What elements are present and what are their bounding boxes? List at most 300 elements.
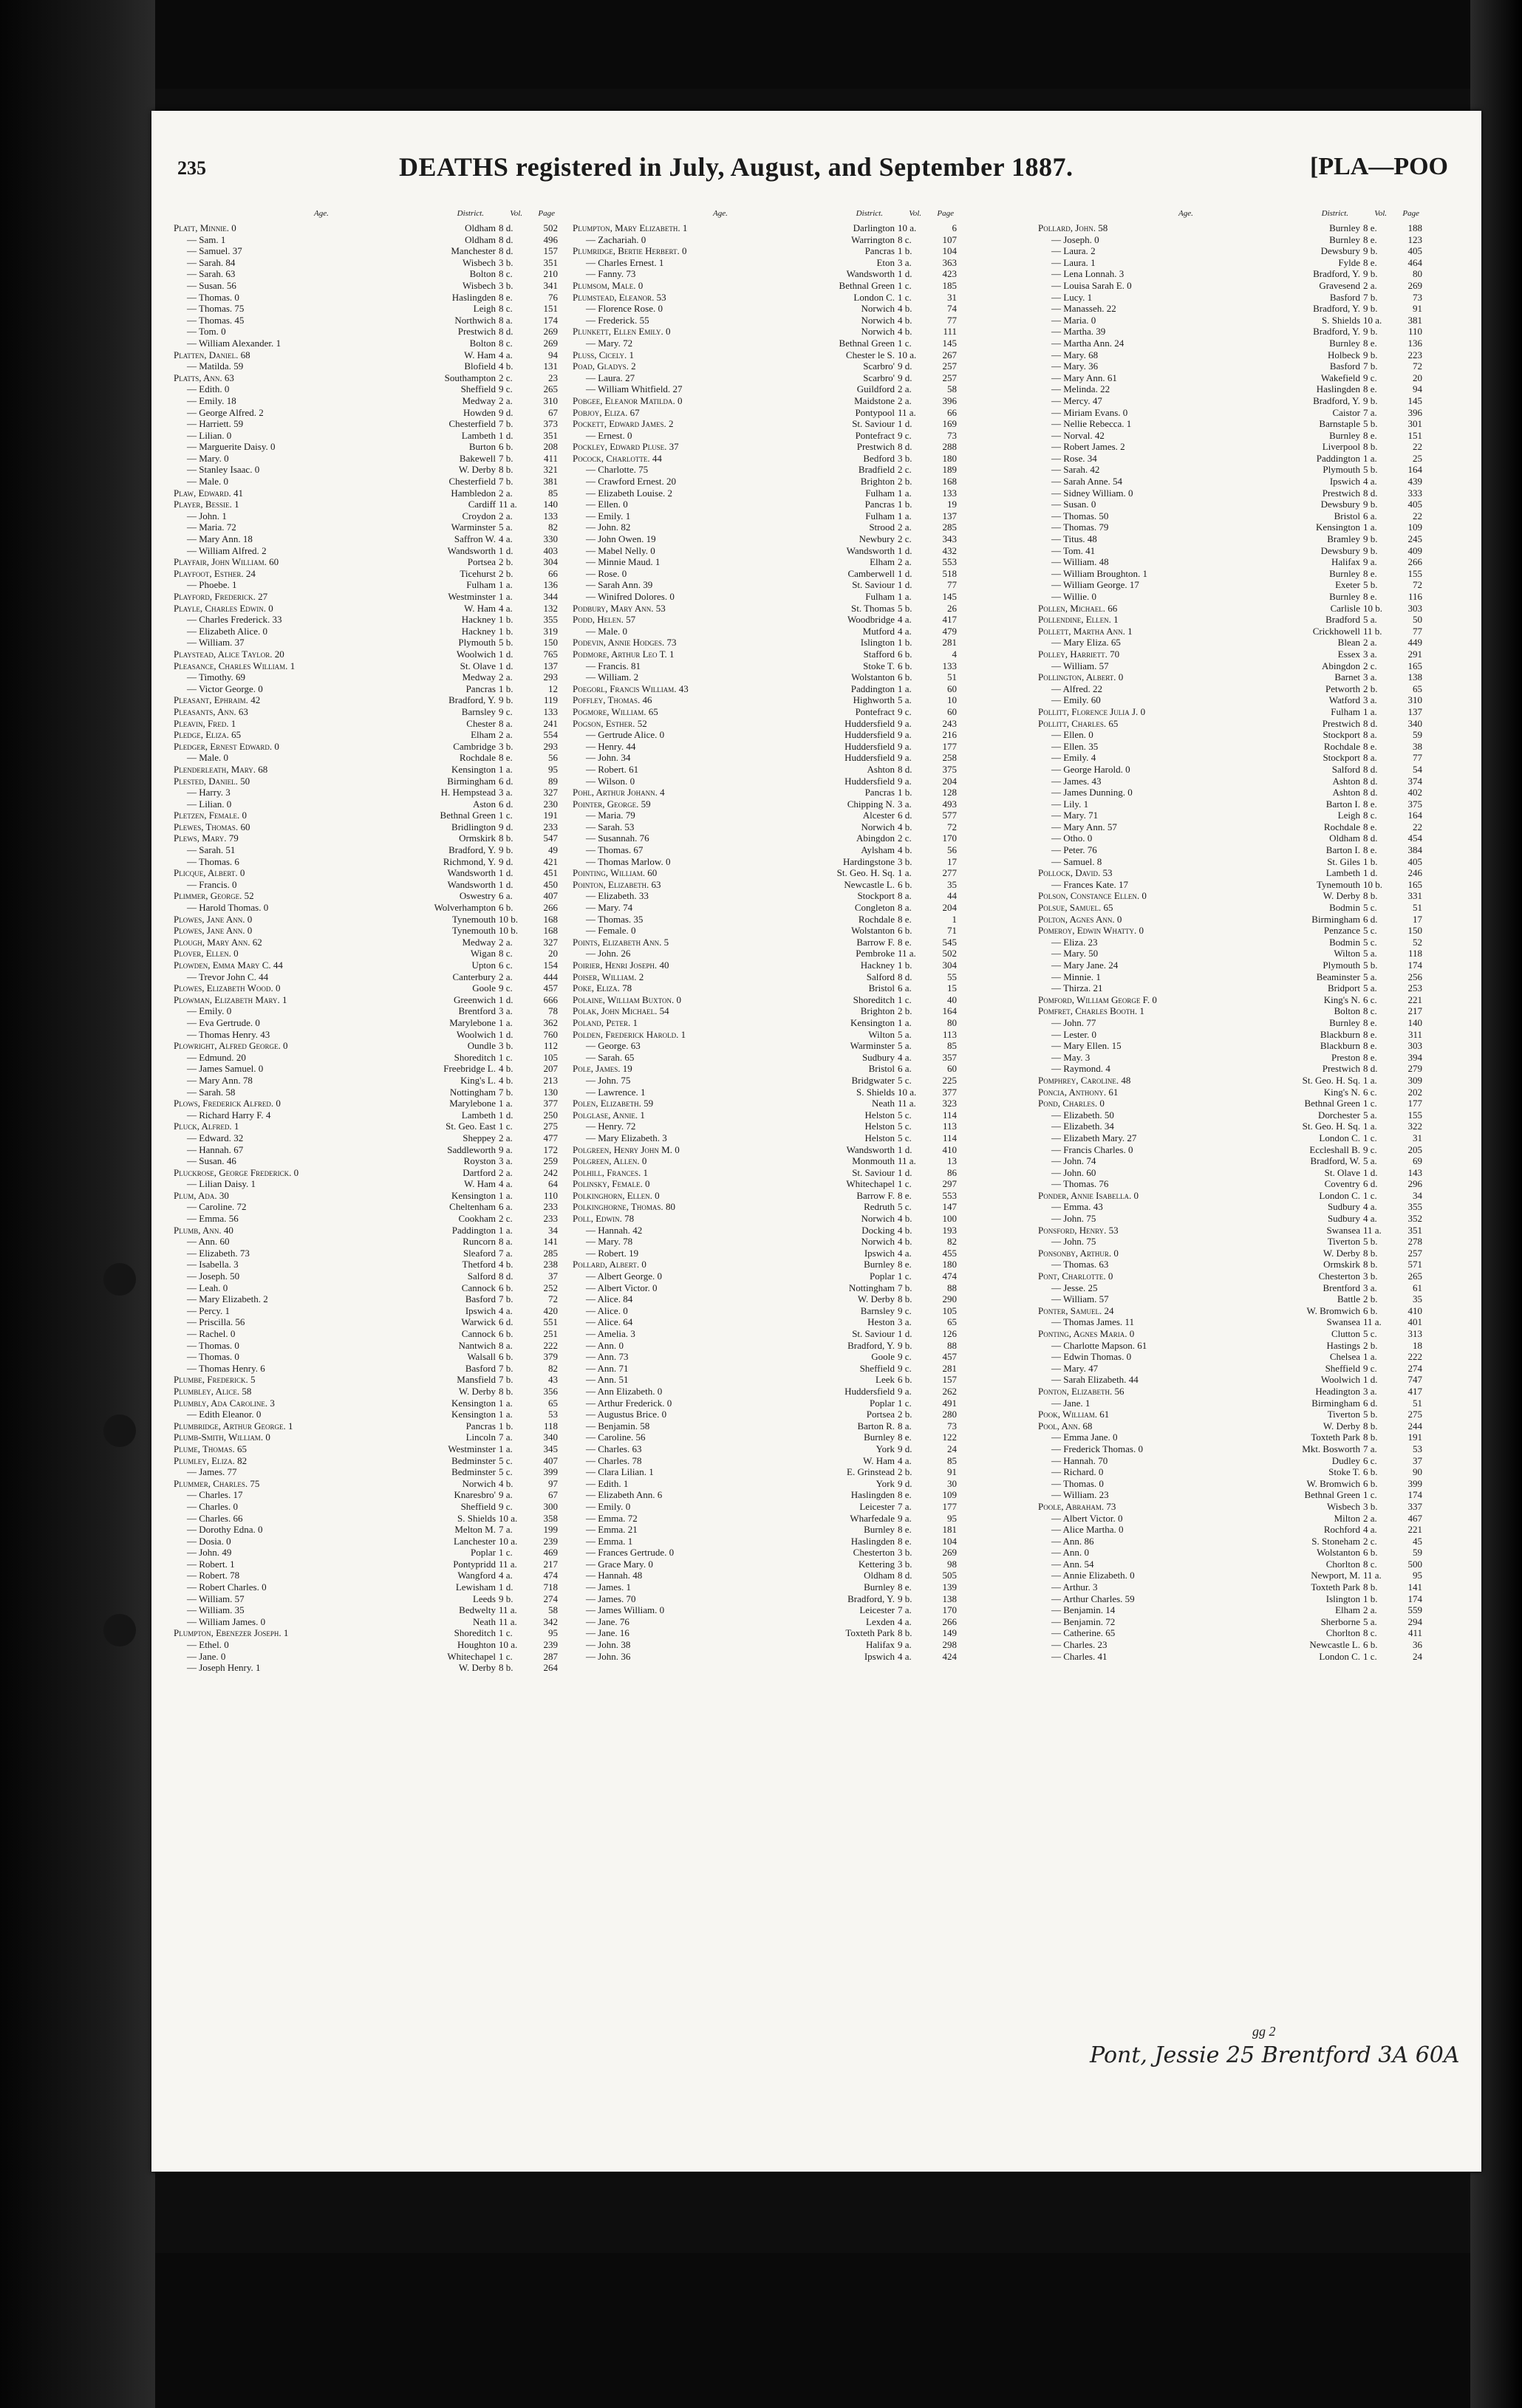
entry-name: — Ann. 51 bbox=[586, 1374, 629, 1386]
entry-name: — Sarah Ann. 39 bbox=[586, 579, 653, 591]
entry-district: W. Derby bbox=[1323, 1247, 1360, 1259]
entry-age: 75 bbox=[621, 1074, 631, 1086]
register-entry bbox=[1038, 533, 1422, 545]
register-entry bbox=[1038, 994, 1422, 1006]
register-entry bbox=[1038, 1167, 1422, 1179]
entry-forename: Phoebe. bbox=[199, 579, 230, 591]
entry-age: 57 bbox=[1099, 660, 1109, 671]
entry-forename: Caroline. bbox=[199, 1201, 235, 1213]
entry-page: 65 bbox=[1413, 683, 1422, 694]
entry-name: — Male. 0 bbox=[187, 752, 228, 764]
entry-page: 164 bbox=[942, 1005, 957, 1017]
entry-age: 65 bbox=[1108, 717, 1119, 729]
entry-page: 223 bbox=[1407, 349, 1422, 360]
entry-age: 0 bbox=[1091, 1028, 1097, 1040]
entry-page: 747 bbox=[1407, 1374, 1422, 1386]
entry-name bbox=[174, 821, 250, 833]
entry-age: 58 bbox=[225, 1086, 236, 1098]
entry-district: Chipping N. bbox=[847, 798, 895, 810]
entry-age: 19 bbox=[646, 533, 656, 545]
register-entry bbox=[1038, 982, 1422, 994]
entry-volume: 6 a. bbox=[1363, 510, 1377, 521]
entry-page: 145 bbox=[942, 337, 957, 349]
entry-page: 340 bbox=[543, 1432, 558, 1443]
entry-name: — Leah. 0 bbox=[187, 1282, 228, 1293]
entry-district: Brentford bbox=[458, 1005, 496, 1017]
entry-forename: Pobjoy, Eliza. bbox=[573, 406, 628, 418]
entry-forename: Pleasants, Ann. bbox=[174, 705, 236, 717]
register-entry bbox=[1038, 1420, 1422, 1432]
entry-forename: Arthur. bbox=[1062, 1581, 1091, 1593]
register-column-1 bbox=[174, 209, 558, 1674]
entry-age: 58 bbox=[1098, 222, 1108, 233]
entry-page: 290 bbox=[942, 1293, 957, 1305]
entry-name bbox=[1038, 1501, 1116, 1513]
entry-age: 65 bbox=[1103, 902, 1113, 914]
entry-page: 174 bbox=[1407, 1593, 1422, 1604]
entry-age: 60 bbox=[269, 556, 279, 568]
entry-district: Redruth bbox=[864, 1201, 895, 1213]
entry-district: Bradford, Y. bbox=[1313, 326, 1360, 338]
entry-age: 18 bbox=[226, 394, 236, 406]
entry-forename: Victor George. bbox=[199, 683, 256, 694]
entry-volume: 11 a. bbox=[898, 1098, 916, 1109]
entry-page: 100 bbox=[942, 1213, 957, 1225]
entry-forename: Robert. bbox=[199, 1558, 228, 1570]
entry-volume: 1 d. bbox=[499, 648, 513, 660]
entry-volume: 8 e. bbox=[1363, 337, 1377, 349]
entry-volume: 1 d. bbox=[898, 418, 912, 430]
entry-age: 72 bbox=[226, 521, 236, 533]
register-entry bbox=[573, 245, 957, 257]
register-entry bbox=[174, 476, 558, 488]
entry-forename: Peter. bbox=[1063, 844, 1085, 856]
entry-district: Burnley bbox=[864, 1259, 895, 1270]
register-entry bbox=[1038, 430, 1422, 442]
entry-forename: Dorothy Edna. bbox=[199, 1524, 256, 1536]
register-entry bbox=[1038, 1501, 1422, 1513]
register-entry bbox=[573, 499, 957, 510]
entry-volume: 4 b. bbox=[898, 303, 912, 315]
register-entry bbox=[573, 303, 957, 315]
entry-name: — Thomas Henry. 6 bbox=[187, 1362, 265, 1374]
entry-page: 109 bbox=[942, 1489, 957, 1501]
entry-forename: Robert. bbox=[199, 1570, 228, 1581]
register-entry bbox=[1038, 476, 1422, 488]
register-entry bbox=[573, 1536, 957, 1547]
entry-district: Kensington bbox=[850, 1016, 895, 1028]
entry-page: 267 bbox=[942, 349, 957, 360]
entry-page: 474 bbox=[543, 1570, 558, 1581]
entry-name bbox=[174, 1443, 247, 1455]
register-entry bbox=[573, 292, 957, 304]
entry-volume: 1 b. bbox=[898, 499, 912, 510]
entry-forename: Robert. bbox=[598, 1247, 627, 1259]
entry-volume: 4 b. bbox=[898, 844, 912, 856]
entry-page: 172 bbox=[543, 1143, 558, 1155]
entry-age: 2 bbox=[262, 544, 267, 556]
entry-forename: William. bbox=[1063, 1293, 1097, 1305]
entry-page: 469 bbox=[543, 1547, 558, 1559]
entry-age: 78 bbox=[623, 1236, 633, 1248]
entry-page: 288 bbox=[942, 441, 957, 453]
entry-page: 24 bbox=[947, 1443, 957, 1454]
entry-forename: Plumstead, Eleanor. bbox=[573, 291, 655, 303]
entry-district: Wandsworth bbox=[447, 544, 496, 556]
entry-name bbox=[573, 879, 661, 891]
entry-age: 59 bbox=[641, 798, 651, 810]
entry-age: 0 bbox=[1118, 671, 1124, 683]
entry-district: Wilton bbox=[1334, 948, 1360, 960]
entry-age: 44 bbox=[259, 971, 269, 982]
entry-forename: Tom. bbox=[199, 326, 219, 338]
entry-volume: 9 b. bbox=[1363, 533, 1378, 545]
entry-name bbox=[573, 1005, 669, 1017]
entry-forename: Charles. bbox=[199, 1489, 231, 1501]
entry-age: 75 bbox=[1086, 1236, 1096, 1248]
entry-name bbox=[1038, 1270, 1113, 1282]
entry-forename: Ann. bbox=[597, 1351, 617, 1363]
entry-name: — James William. 0 bbox=[586, 1604, 665, 1616]
heading-age: Age. bbox=[314, 209, 329, 218]
entry-forename: Pogmore, William. bbox=[573, 705, 646, 717]
register-entry bbox=[174, 395, 558, 407]
scan-border-left bbox=[0, 0, 155, 2408]
register-entry bbox=[573, 1098, 957, 1109]
register-entry bbox=[1038, 764, 1422, 776]
entry-district: Westminster bbox=[448, 1443, 496, 1454]
entry-volume: 10 a. bbox=[499, 1512, 518, 1524]
entry-volume: 11 a. bbox=[898, 1155, 916, 1167]
entry-forename: Pook, William. bbox=[1038, 1409, 1098, 1420]
entry-volume: 2 a. bbox=[499, 671, 513, 683]
entry-name: — Fanny. 73 bbox=[586, 268, 636, 280]
entry-district: Bedford bbox=[863, 452, 895, 464]
entry-age: 34 bbox=[1104, 1121, 1114, 1132]
entry-volume: 5 c. bbox=[898, 1109, 912, 1121]
entry-district: Kensington bbox=[1316, 521, 1360, 533]
entry-page: 301 bbox=[1407, 418, 1422, 430]
entry-page: 35 bbox=[1413, 1293, 1422, 1305]
entry-page: 251 bbox=[543, 1328, 558, 1339]
entry-forename: Lucy. bbox=[1063, 291, 1085, 303]
entry-volume: 4 b. bbox=[499, 1063, 513, 1075]
register-entry bbox=[1038, 1236, 1422, 1248]
entry-page: 137 bbox=[1407, 705, 1422, 717]
entry-page: 165 bbox=[1407, 878, 1422, 890]
entry-district: Stoke T. bbox=[1328, 1466, 1360, 1478]
entry-name: — Charles Ernest. 1 bbox=[586, 256, 664, 268]
register-entry bbox=[174, 1316, 558, 1328]
entry-district: S. Shields bbox=[457, 1512, 496, 1524]
register-entry bbox=[573, 1409, 957, 1420]
entry-page: 109 bbox=[1407, 521, 1422, 533]
entry-page: 131 bbox=[543, 360, 558, 372]
entry-volume: 7 b. bbox=[1363, 291, 1378, 303]
entry-district: Hackney bbox=[461, 614, 496, 626]
entry-name: — Marguerite Daisy. 0 bbox=[187, 441, 276, 453]
entry-forename: Plowes, Jane Ann. bbox=[174, 913, 245, 925]
entry-volume: 8 e. bbox=[1363, 821, 1377, 832]
page-mark: gg 2 bbox=[1252, 2024, 1276, 2039]
entry-name: — Henry. 72 bbox=[586, 1121, 636, 1132]
entry-name bbox=[573, 453, 662, 465]
entry-age: 0 bbox=[659, 729, 665, 741]
register-entry bbox=[174, 1270, 558, 1282]
entry-name: — Frederick Thomas. 0 bbox=[1051, 1443, 1143, 1454]
entry-district: Cheltenham bbox=[449, 1201, 496, 1213]
entry-district: Wandsworth bbox=[846, 1143, 895, 1155]
entry-page: 221 bbox=[1407, 1524, 1422, 1536]
entry-age: 0 bbox=[283, 1040, 288, 1052]
entry-district: Paddington bbox=[451, 1224, 496, 1236]
entry-name: — Ann. 73 bbox=[586, 1351, 629, 1363]
entry-forename: James. bbox=[1063, 775, 1090, 787]
entry-forename: Mary. bbox=[1063, 1362, 1086, 1374]
entry-name bbox=[174, 776, 250, 787]
entry-forename: Dosia. bbox=[199, 1535, 224, 1547]
register-entry bbox=[573, 1478, 957, 1490]
entry-name bbox=[174, 1627, 288, 1639]
entry-page: 123 bbox=[1407, 233, 1422, 245]
entry-district: Bakewell bbox=[459, 452, 496, 464]
entry-district: Lambeth bbox=[461, 1109, 496, 1121]
entry-age: 38 bbox=[621, 1639, 631, 1651]
register-entry bbox=[1038, 1489, 1422, 1501]
register-entry bbox=[1038, 798, 1422, 810]
heading-district: District. bbox=[457, 209, 484, 218]
entry-volume: 2 a. bbox=[1363, 279, 1377, 291]
register-entry bbox=[1038, 1559, 1422, 1570]
entry-page: 86 bbox=[947, 1166, 957, 1178]
entry-age: 84 bbox=[623, 1293, 633, 1305]
entry-name bbox=[1038, 925, 1144, 937]
entry-page: 396 bbox=[1407, 406, 1422, 418]
entry-volume: 1 d. bbox=[499, 1109, 513, 1121]
entry-name: — Emma. 72 bbox=[586, 1512, 638, 1524]
entry-age: 47 bbox=[1088, 1362, 1099, 1374]
entry-page: 22 bbox=[1413, 821, 1422, 832]
entry-volume: 1 a. bbox=[1363, 452, 1377, 464]
entry-name bbox=[1038, 1075, 1130, 1087]
entry-age: 58 bbox=[242, 1385, 252, 1397]
entry-age: 53 bbox=[655, 602, 666, 614]
register-entry bbox=[1038, 383, 1422, 395]
register-entry bbox=[1038, 292, 1422, 304]
entry-forename: Otho. bbox=[1063, 832, 1085, 844]
entry-name: — Arthur. 3 bbox=[1051, 1581, 1098, 1593]
entry-age: 0 bbox=[1152, 993, 1157, 1005]
register-entry bbox=[174, 856, 558, 868]
entry-volume: 7 a. bbox=[499, 1432, 513, 1443]
register-entry bbox=[573, 1282, 957, 1294]
entry-district: Bridlington bbox=[451, 821, 496, 832]
entry-name: — John. 75 bbox=[1051, 1213, 1096, 1225]
register-entry bbox=[1038, 776, 1422, 787]
entry-district: Holbeck bbox=[1327, 349, 1360, 360]
entry-page: 95 bbox=[1413, 1570, 1422, 1581]
entry-district: S. Shields bbox=[1321, 314, 1360, 326]
entry-page: 303 bbox=[1407, 1040, 1422, 1052]
entry-volume: 9 c. bbox=[1363, 1143, 1377, 1155]
entry-district: Hardingstone bbox=[842, 855, 895, 867]
entry-name bbox=[573, 937, 669, 948]
entry-volume: 1 a. bbox=[898, 591, 912, 602]
entry-page: 199 bbox=[543, 1524, 558, 1536]
entry-age: 0 bbox=[258, 683, 263, 694]
entry-volume: 10 a. bbox=[1363, 314, 1382, 326]
entry-forename: Elizabeth Mary. bbox=[1063, 1132, 1125, 1143]
register-entry bbox=[573, 430, 957, 442]
entry-volume: 4 a. bbox=[1363, 476, 1377, 488]
entry-page: 59 bbox=[1413, 729, 1422, 741]
entry-volume: 8 e. bbox=[898, 1535, 912, 1547]
entry-volume: 8 e. bbox=[1363, 567, 1377, 579]
entry-age: 0 bbox=[220, 1650, 226, 1662]
register-entry bbox=[174, 430, 558, 442]
entry-district: Exeter bbox=[1335, 579, 1360, 591]
entry-forename: Charles. bbox=[598, 1443, 630, 1454]
entry-age: 2 bbox=[633, 671, 639, 683]
entry-forename: Sarah Anne. bbox=[1063, 476, 1110, 488]
entry-district: Whitechapel bbox=[846, 1178, 895, 1190]
entry-age: 0 bbox=[681, 245, 687, 257]
entry-forename: Thomas. bbox=[199, 1339, 233, 1351]
entry-age: 1 bbox=[230, 1558, 235, 1570]
entry-name bbox=[573, 960, 669, 971]
entry-page: 310 bbox=[1407, 694, 1422, 706]
entry-page: 377 bbox=[543, 1098, 558, 1109]
entry-name: — Sarah. 63 bbox=[187, 268, 236, 280]
entry-district: Warwick bbox=[461, 1316, 496, 1328]
entry-name bbox=[573, 222, 687, 234]
register-entry bbox=[573, 1109, 957, 1121]
entry-forename: Edmund. bbox=[199, 1051, 234, 1063]
entry-forename: Sarah. bbox=[199, 256, 224, 268]
entry-district: Tynemouth bbox=[451, 913, 496, 925]
entry-district: Burnley bbox=[1329, 337, 1360, 349]
entry-volume: 8 c. bbox=[1363, 1558, 1377, 1570]
entry-page: 718 bbox=[543, 1581, 558, 1593]
entry-district: Leigh bbox=[473, 303, 496, 315]
entry-name: — Mary. 74 bbox=[586, 902, 633, 914]
entry-name bbox=[573, 1144, 680, 1156]
entry-forename: George Alfred. bbox=[199, 406, 256, 418]
entry-name: — John. 75 bbox=[586, 1074, 631, 1086]
entry-forename: Pool, Ann. bbox=[1038, 1420, 1081, 1432]
entry-volume: 8 e. bbox=[1363, 798, 1377, 810]
entry-name: — Charles. 63 bbox=[586, 1443, 642, 1454]
entry-forename: William. bbox=[199, 1604, 233, 1616]
entry-page: 50 bbox=[1413, 614, 1422, 626]
entry-volume: 8 b. bbox=[499, 464, 513, 476]
entry-forename: Albert Victor. bbox=[1062, 1512, 1116, 1524]
entry-age: 4 bbox=[265, 1109, 271, 1121]
entry-forename: Plum, Ada. bbox=[174, 1189, 217, 1201]
entry-volume: 10 a. bbox=[898, 349, 917, 360]
entry-volume: 9 a. bbox=[898, 1512, 912, 1524]
entry-volume: 4 a. bbox=[898, 614, 912, 626]
register-entry bbox=[1038, 948, 1422, 960]
entry-forename: Arthur Charles. bbox=[1062, 1593, 1123, 1604]
entry-volume: 6 a. bbox=[499, 890, 513, 902]
entry-name bbox=[573, 1017, 638, 1029]
entry-name: — Robert Charles. 0 bbox=[187, 1581, 267, 1593]
entry-volume: 5 c. bbox=[499, 1466, 513, 1478]
entry-forename: Emily. bbox=[199, 394, 225, 406]
entry-volume: 5 c. bbox=[1363, 936, 1377, 948]
entry-district: W. Ham bbox=[863, 1454, 895, 1466]
entry-name: — Thomas. 63 bbox=[1051, 1259, 1109, 1270]
entry-volume: 1 d. bbox=[499, 1581, 513, 1593]
register-entry bbox=[1038, 1570, 1422, 1581]
entry-volume: 4 a. bbox=[499, 602, 513, 614]
entry-page: 111 bbox=[943, 326, 957, 338]
entry-page: 225 bbox=[942, 1074, 957, 1086]
entry-district: Bradford, Y. bbox=[448, 694, 496, 706]
entry-volume: 8 d. bbox=[499, 245, 513, 257]
register-entry bbox=[1038, 1351, 1422, 1363]
entry-forename: Rose. bbox=[1063, 452, 1085, 464]
entry-page: 20 bbox=[548, 948, 558, 960]
entry-age: 82 bbox=[237, 1454, 248, 1466]
entry-district: Hackney bbox=[461, 625, 496, 637]
entry-volume: 8 b. bbox=[1363, 441, 1378, 453]
entry-volume: 7 a. bbox=[499, 1247, 513, 1259]
entry-name: — Percy. 1 bbox=[187, 1304, 231, 1316]
entry-page: 553 bbox=[942, 556, 957, 568]
entry-age: 56 bbox=[228, 1213, 239, 1225]
entry-volume: 3 b. bbox=[1363, 1270, 1378, 1282]
entry-forename: Charles. bbox=[1063, 1650, 1096, 1662]
entry-name: — George Harold. 0 bbox=[1051, 763, 1130, 775]
entry-name bbox=[174, 660, 295, 672]
entry-district: Toxteth Park bbox=[845, 1627, 895, 1639]
entry-forename: Plover, Ellen. bbox=[174, 948, 231, 960]
entry-forename: Sarah. bbox=[1063, 464, 1088, 476]
entry-name: — Minnie Maud. 1 bbox=[586, 556, 661, 568]
entry-forename: Mary Elizabeth. bbox=[199, 1293, 261, 1305]
entry-volume: 7 a. bbox=[499, 1524, 513, 1536]
entry-volume: 5 a. bbox=[1363, 1109, 1377, 1121]
entry-name: — Emily. 0 bbox=[187, 1005, 232, 1017]
register-entry bbox=[573, 1305, 957, 1317]
entry-volume: 8 e. bbox=[1363, 233, 1377, 245]
entry-district: Strood bbox=[869, 521, 895, 533]
entry-age: 1 bbox=[222, 510, 227, 521]
entry-age: 0 bbox=[1118, 1512, 1123, 1524]
entry-name: — Frances Gertrude. 0 bbox=[586, 1547, 675, 1559]
register-entry bbox=[174, 649, 558, 660]
entry-name: — Martha Ann. 24 bbox=[1051, 337, 1125, 349]
entry-district: Sheffield bbox=[460, 1500, 496, 1512]
entry-name bbox=[174, 706, 248, 718]
entry-age: 50 bbox=[1104, 1109, 1114, 1121]
entry-page: 13 bbox=[947, 1155, 957, 1167]
entry-age: 0 bbox=[677, 394, 683, 406]
register-entry bbox=[174, 798, 558, 810]
entry-district: Scarbro' bbox=[863, 360, 895, 372]
entry-forename: Elizabeth Alice. bbox=[199, 625, 261, 637]
entry-district: E. Grinstead bbox=[847, 1466, 895, 1478]
entry-page: 311 bbox=[1407, 1028, 1422, 1040]
entry-volume: 6 c. bbox=[1363, 993, 1377, 1005]
entry-age: 73 bbox=[618, 1351, 629, 1363]
entry-page: 238 bbox=[543, 1259, 558, 1270]
register-entry bbox=[174, 1132, 558, 1144]
entry-page: 77 bbox=[947, 314, 957, 326]
entry-name: — Peter. 76 bbox=[1051, 844, 1097, 856]
